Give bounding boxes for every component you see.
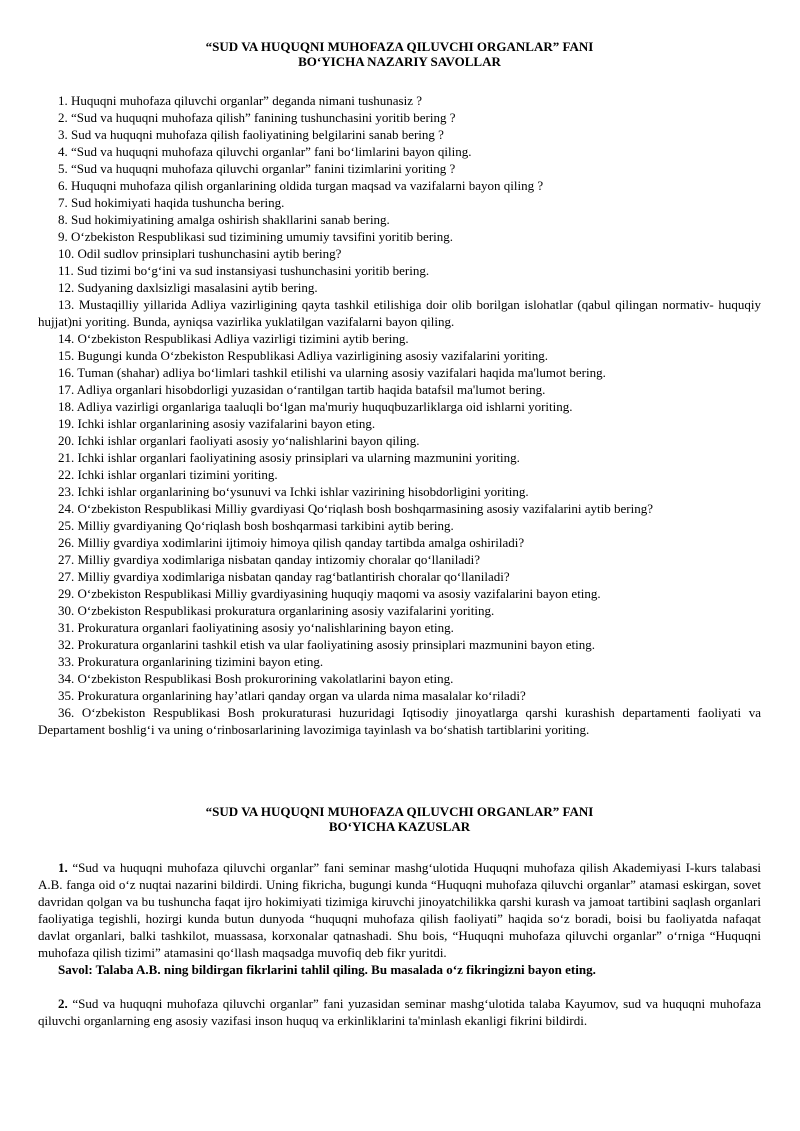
question-item: 27. Milliy gvardiya xodimlariga nisbatan qanday rag‘batlantirish choralar qo‘llaniladi? <box>58 569 510 584</box>
question-item: 30. O‘zbekiston Respublikasi prokuratura organlarining asosiy vazifalarini yoriting. <box>58 603 495 618</box>
case-number: 1. <box>58 860 68 875</box>
case-1-question: Savol: Talaba A.B. ning bildirgan fikrlarini tahlil qiling. Bu masalada o‘z fikringizni bayon eting. <box>58 962 596 977</box>
question-item: 25. Milliy gvardiyaning Qo‘riqlash bosh boshqarmasi tarkibini aytib bering. <box>58 518 454 533</box>
question-item: 21. Ichki ishlar organlari faoliyatining asosiy prinsiplari va ularning mazmunini yoriting. <box>58 450 520 465</box>
case-text: “Sud va huquqni muhofaza qiluvchi organlar” fani yuzasidan seminar mashg‘ulotida talaba Kayumov, sud va huquqni muhofaza qiluvchi organlarning eng asosiy vazifasi inson huquq va erkinliklarini ta'minlash ekanligi fikrini bildirdi. <box>38 996 761 1028</box>
question-item: 14. O‘zbekiston Respublikasi Adliya vazirligi tizimini aytib bering. <box>58 331 409 346</box>
question-item: 13. Mustaqilliy yillarida Adliya vazirligining qayta tashkil etilishiga doir olib borilgan islohatlar (qabul qilingan normativ- huquqiy hujjat)ni yoriting. Bunda, ayniqsa vazirlika yuklatilgan vazifalarni bayon qiling. <box>38 297 761 329</box>
question-item: 4. “Sud va huquqni muhofaza qiluvchi organlar” fani bo‘limlarini bayon qiling. <box>58 144 472 159</box>
question-item: 5. “Sud va huquqni muhofaza qiluvchi organlar” fanini tizimlarini yoriting ? <box>58 161 456 176</box>
cases-title-line1: “SUD VA HUQUQNI MUHOFAZA QILUVCHI ORGANLAR” FANI <box>205 804 594 819</box>
question-item: 11. Sud tizimi bo‘g‘ini va sud instansiyasi tushunchasini yoritib bering. <box>58 263 430 278</box>
question-item: 1. Huquqni muhofaza qiluvchi organlar” deganda nimani tushunasiz ? <box>58 93 423 108</box>
question-item: 2. “Sud va huquqni muhofaza qilish” fanining tushunchasini yoritib bering ? <box>58 110 456 125</box>
question-item: 3. Sud va huquqni muhofaza qilish faoliyatining belgilarini sanab bering ? <box>58 127 444 142</box>
question-item: 36. O‘zbekiston Respublikasi Bosh prokuraturasi huzuridagi Iqtisodiy jinoyatlarga qarshi kurashish departamenti faoliyati va Departament boshlig‘i va uning o‘rinbosarlarining lavozimiga tayinlash va bo‘shatish tartiblarini yoriting. <box>38 705 761 737</box>
question-item: 16. Tuman (shahar) adliya bo‘limlari tashkil etilishi va ularning asosiy vazifalari haqida ma'lumot bering. <box>58 365 606 380</box>
document-page <box>38 38 761 1029</box>
section-title-line1: “SUD VA HUQUQNI MUHOFAZA QILUVCHI ORGANLAR” FANI <box>205 39 594 54</box>
question-item: 12. Sudyaning daxlsizligi masalasini aytib bering. <box>58 280 318 295</box>
case-number: 2. <box>58 996 68 1011</box>
section-title-line2: BO‘YICHA NAZARIY SAVOLLAR <box>298 54 501 69</box>
question-item: 18. Adliya vazirligi organlariga taaluqli bo‘lgan ma'muriy huquqbuzarliklarga oid ishlarni yoriting. <box>58 399 573 414</box>
question-item: 26. Milliy gvardiya xodimlarini ijtimoiy himoya qilish qanday tartibda amalga oshiriladi? <box>58 535 525 550</box>
question-item: 22. Ichki ishlar organlari tizimini yoriting. <box>58 467 278 482</box>
question-item: 9. O‘zbekiston Respublikasi sud tizimining umumiy tavsifini yoritib bering. <box>58 229 454 244</box>
question-item: 31. Prokuratura organlari faoliyatining asosiy yo‘nalishlarining bayon eting. <box>58 620 454 635</box>
question-item: 33. Prokuratura organlarining tizimini bayon eting. <box>58 654 324 669</box>
question-item: 27. Milliy gvardiya xodimlariga nisbatan qanday intizomiy choralar qo‘llaniladi? <box>58 552 481 567</box>
case-text: “Sud va huquqni muhofaza qiluvchi organlar” fani seminar mashg‘ulotida Huquqni muhofaza qilish Akademiyasi I-kurs talabasi A.B. fanga oid o‘z nuqtai nazarini bildirdi. Uning fikricha, bugungi kunda “Huquqni muhofaza qiluvchi organlar” atamasi eskirgan, sovet davridan qolgan va bu tushuncha faqat ijro hokimiyati tizimiga kiruvchi jinoyatchilikka qarshi kurash va jamoat tartibini saqlash organlari faoliyatiga tegishli, hozirgi kunda butun dunyoda “huquqni muhofaza qilish faoliyati” haqida so‘z boradi, boisi bu faoliyatda nafaqat davlat organlari, balki tashkilot, muassasa, korxonalar qatnashadi. Shu bois, “Huquqni muhofaza qiluvchi organlar” o‘rniga “Huquqni muhofaza qilish tizimi” atamasini qo‘llash maqsadga muvofiq deb fikr yuritdi. <box>38 860 761 960</box>
question-item: 15. Bugungi kunda O‘zbekiston Respublikasi Adliya vazirligining asosiy vazifalarini yoriting. <box>58 348 548 363</box>
question-item: 19. Ichki ishlar organlarining asosiy vazifalarini bayon eting. <box>58 416 376 431</box>
question-item: 8. Sud hokimiyatining amalga oshirish shakllarini sanab bering. <box>58 212 390 227</box>
question-item: 34. O‘zbekiston Respublikasi Bosh prokurorining vakolatlarini bayon eting. <box>58 671 454 686</box>
question-item: 32. Prokuratura organlarini tashkil etish va ular faoliyatining asosiy prinsiplari mazmunini bayon eting. <box>58 637 595 652</box>
questions-list <box>38 92 761 738</box>
question-item: 20. Ichki ishlar organlari faoliyati asosiy yo‘nalishlarini bayon qiling. <box>58 433 420 448</box>
question-item: 17. Adliya organlari hisobdorligi yuzasidan o‘rantilgan tartib haqida batafsil ma'lumot bering. <box>58 382 546 397</box>
question-item: 23. Ichki ishlar organlarining bo‘ysunuvi va Ichki ishlar vazirining hisobdorligini yoriting. <box>58 484 529 499</box>
question-item: 10. Odil sudlov prinsiplari tushunchasini aytib bering? <box>58 246 342 261</box>
question-item: 7. Sud hokimiyati haqida tushuncha bering. <box>58 195 285 210</box>
case-2 <box>38 995 761 1029</box>
question-item: 6. Huquqni muhofaza qilish organlarining oldida turgan maqsad va vazifalarni bayon qiling ? <box>58 178 544 193</box>
question-item: 29. O‘zbekiston Respublikasi Milliy gvardiyasining huquqiy maqomi va asosiy vazifalarini bayon eting. <box>58 586 601 601</box>
case-1 <box>38 859 761 961</box>
question-item: 24. O‘zbekiston Respublikasi Milliy gvardiyasi Qo‘riqlash bosh boshqarmasining asosiy vazifalarini aytib bering? <box>58 501 654 516</box>
cases-title-line2: BO‘YICHA KAZUSLAR <box>328 819 471 834</box>
question-item: 35. Prokuratura organlarining hay’atlari qanday organ va ularda nima masalalar ko‘riladi? <box>58 688 526 703</box>
